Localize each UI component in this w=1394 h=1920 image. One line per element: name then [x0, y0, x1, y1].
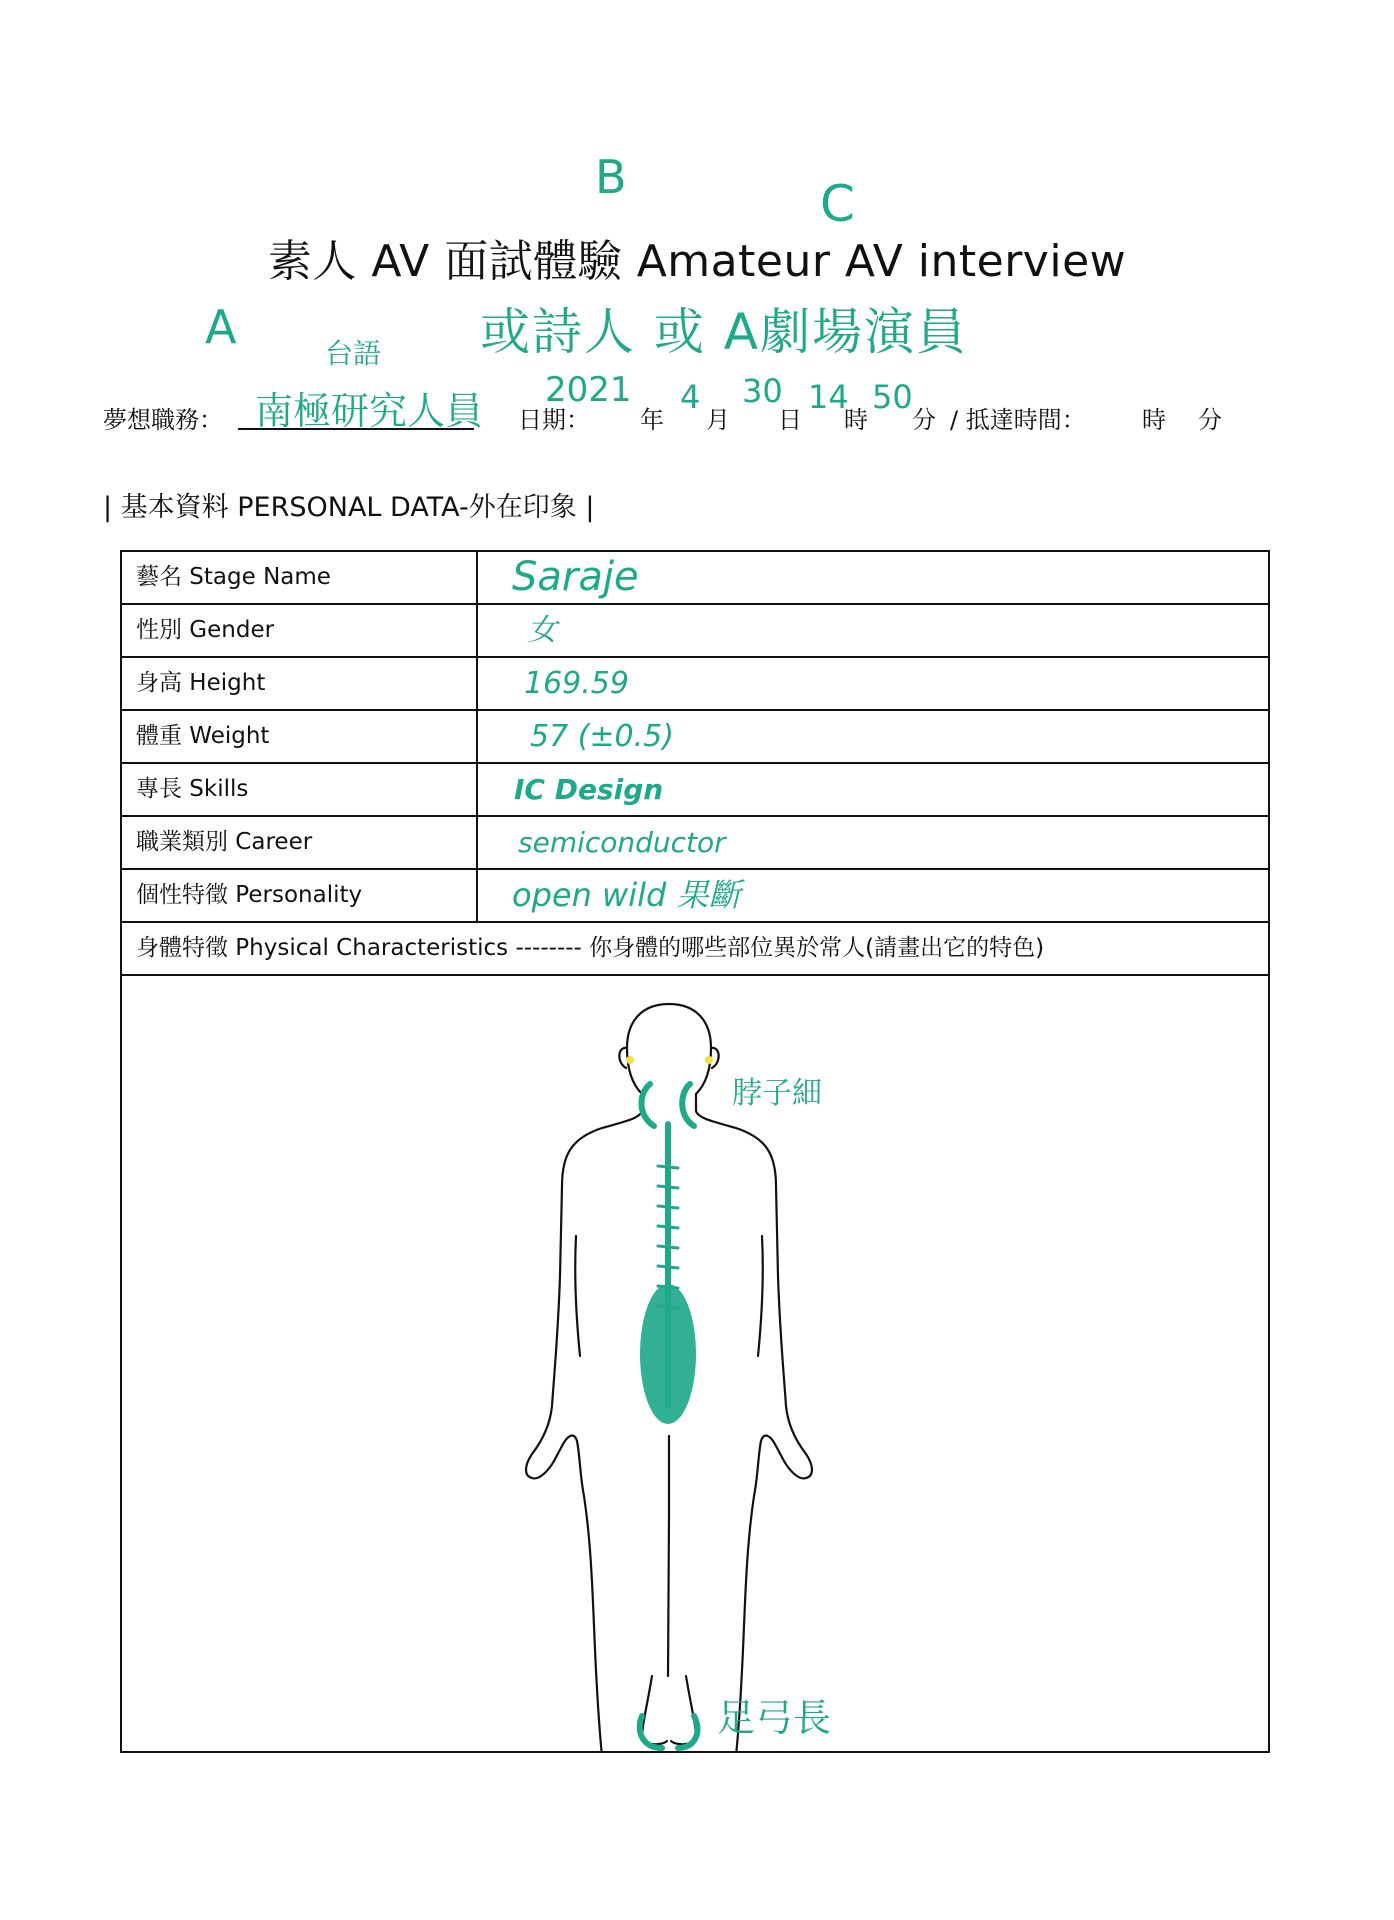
hour-label: 時 [844, 406, 868, 434]
row-value: semiconductor [518, 826, 726, 859]
row-label: 身體特徵 Physical Characteristics -------- 你身體的哪些部位異於常人(請畫出它的特色) [136, 935, 1045, 961]
year-label: 年 [640, 406, 664, 434]
annotation-letter-a: A [205, 300, 237, 354]
row-value: 女 [527, 613, 557, 648]
row-label: 專長 Skills [136, 776, 249, 802]
dream-job-label: 夢想職務： [103, 406, 223, 434]
row-label: 職業類別 Career [136, 829, 313, 855]
row-label: 個性特徵 Personality [136, 882, 363, 908]
annotation-small-word: 台語 [325, 337, 382, 370]
note-neck: 脖子細 [732, 1076, 822, 1111]
annotation-top-line: 或詩人 或 A劇場演員 [480, 303, 968, 361]
arrival-minute-label: 分 [1198, 406, 1222, 434]
annotation-letter-b: B [595, 150, 627, 204]
dream-job-value: 南極研究人員 [255, 389, 484, 433]
row-value: Saraje [512, 554, 639, 600]
date-label: 日期： [518, 406, 590, 434]
hour-value: 14 [808, 378, 849, 416]
row-value: open wild 果斷 [512, 876, 741, 914]
table-row-skills [122, 764, 1268, 817]
row-label: 身高 Height [136, 670, 266, 696]
section-title: | 基本資料 PERSONAL DATA-外在印象 | [103, 492, 595, 523]
page-title: 素人 AV 面試體驗 Amateur AV interview [267, 236, 1127, 287]
row-value: 169.59 [524, 666, 629, 701]
table-row-physical [122, 923, 1268, 976]
table-row-weight [122, 711, 1268, 764]
table-row-gender [122, 605, 1268, 658]
day-value: 30 [742, 372, 783, 410]
minute-value: 50 [872, 378, 913, 416]
personal-data-table [120, 550, 1270, 1753]
day-label: 日 [778, 406, 802, 434]
row-label: 體重 Weight [136, 723, 270, 749]
annotation-letter-c: C [820, 175, 855, 233]
year-value: 2021 [545, 370, 632, 410]
row-value: IC Design [514, 773, 664, 806]
month-value: 4 [680, 378, 701, 416]
arrival-hour-label: 時 [1142, 406, 1166, 434]
arrival-label: / 抵達時間： [950, 406, 1086, 434]
note-feet: 足弓長 [717, 1696, 832, 1740]
body-outline-drawing [122, 976, 1268, 1751]
minute-label: 分 [912, 406, 936, 434]
table-row-career [122, 817, 1268, 870]
row-label: 藝名 Stage Name [136, 564, 331, 590]
month-label: 月 [706, 406, 730, 434]
row-label: 性別 Gender [136, 617, 275, 643]
table-row-personality [122, 870, 1268, 923]
table-row-height [122, 658, 1268, 711]
table-row-stage-name [122, 552, 1268, 605]
row-value: 57 (±0.5) [530, 719, 674, 754]
